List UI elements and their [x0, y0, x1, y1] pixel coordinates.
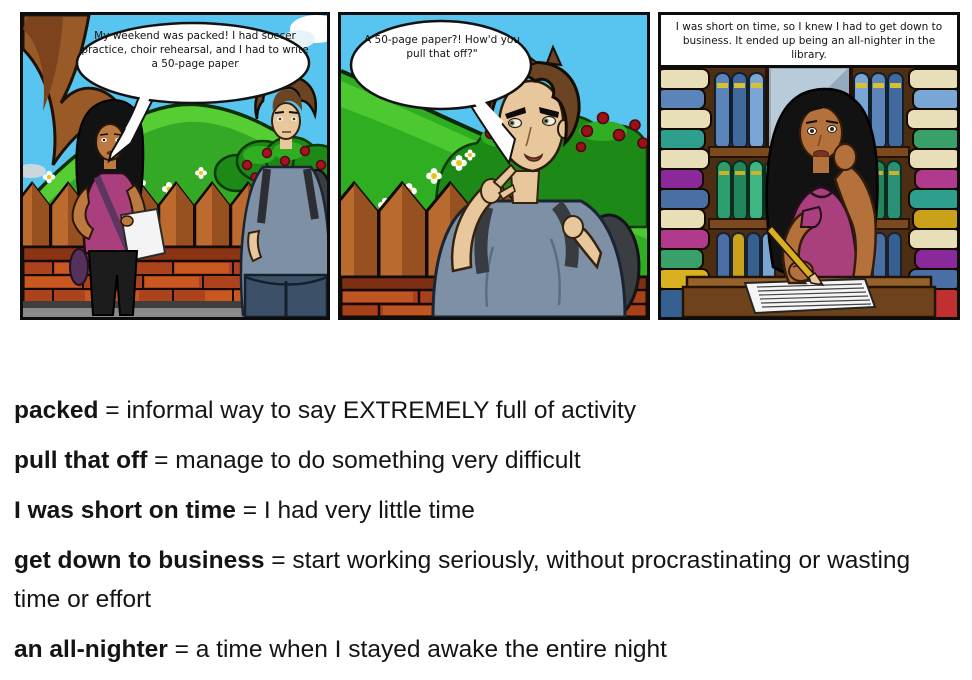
term: packed: [14, 397, 99, 424]
comic-panel-3: [658, 12, 960, 320]
definition-text: = a time when I stayed awake the entire night: [167, 636, 667, 663]
term: I was short on time: [14, 497, 236, 524]
definition-get-down-to-business: [14, 541, 914, 619]
caption-text: I was short on time, so I knew I had to get down to business. It ended up being an all-nighter in the library.: [675, 21, 943, 62]
comic-panel-1: [20, 12, 330, 320]
definition-text: = manage to do something very difficult: [147, 447, 581, 474]
term: pull that off: [14, 447, 148, 474]
speech-bubble-2: [363, 34, 521, 62]
definition-text: = I had very little time: [235, 497, 475, 524]
term: get down to business: [14, 547, 265, 574]
comic-strip: [20, 12, 960, 320]
definition-text: = informal way to say EXTREMELY full of activity: [98, 397, 637, 424]
definition-all-nighter: [14, 630, 914, 669]
definition-short-on-time: [14, 491, 914, 530]
speech-bubble-2-text: A 50-page paper?! How'd you pull that off?": [364, 34, 520, 60]
speech-bubble-1: [81, 30, 309, 72]
comic-panel-2: [338, 12, 650, 320]
definition-packed: [14, 391, 914, 430]
term: an all-nighter: [14, 636, 168, 663]
speech-bubble-1-text: My weekend was packed! I had soccer practice, choir rehearsal, and I had to write a 50-page paper: [81, 30, 309, 70]
definition-text: = start working seriously, without procrastinating or wasting time or effort: [14, 547, 911, 613]
caption-box: [661, 15, 957, 68]
lined-paper: [745, 279, 875, 313]
vocabulary-list: [14, 391, 914, 680]
definition-pull-that-off: [14, 441, 914, 480]
